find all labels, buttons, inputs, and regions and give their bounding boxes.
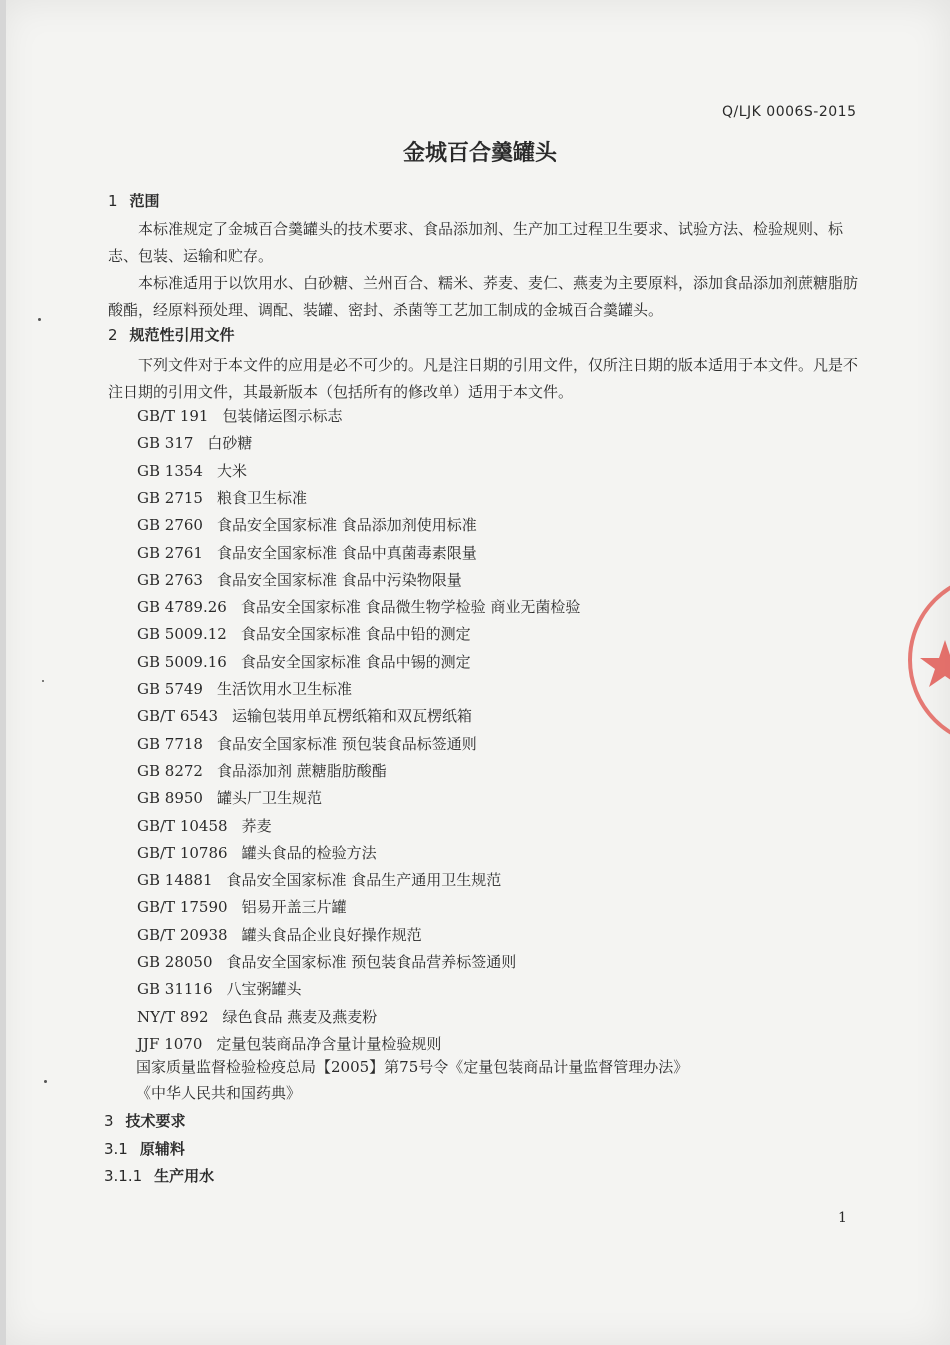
section-title: 规范性引用文件 [129, 326, 235, 344]
reference-title: 食品安全国家标准 食品微生物学检验 商业无菌检验 [240, 598, 581, 617]
scan-speck [38, 318, 41, 321]
scan-speck [42, 680, 44, 682]
reference-title: 罐头食品企业良好操作规范 [241, 925, 422, 944]
reference-item [137, 514, 477, 535]
reference-item [137, 651, 471, 672]
reference-code: GB/T 20938 [137, 925, 228, 944]
section-2-heading [108, 324, 235, 345]
reference-title: 绿色食品 燕麦及燕麦粉 [222, 1007, 378, 1026]
reference-item [137, 678, 352, 699]
section-number: 3 [104, 1112, 114, 1130]
reference-item [137, 924, 422, 945]
pharmacopoeia-reference: 《中华人民共和国药典》 [136, 1084, 302, 1102]
seal-star-icon [920, 640, 950, 687]
reference-code: GB 8950 [137, 789, 203, 808]
reference-title: 食品安全国家标准 预包装食品标签通则 [216, 734, 477, 753]
reference-item [137, 432, 252, 453]
reference-item [137, 1033, 441, 1054]
reference-title: 包装储运图示标志 [222, 407, 343, 425]
reference-title: 食品安全国家标准 预包装食品营养标签通则 [226, 953, 517, 971]
reference-code: NY/T 892 [137, 1007, 209, 1026]
reference-item [137, 869, 501, 890]
section-title: 原辅料 [139, 1140, 185, 1158]
reference-item [137, 951, 516, 972]
reference-code: GB/T 191 [137, 407, 209, 425]
reference-code: GB/T 6543 [137, 707, 219, 726]
reference-code: GB 317 [137, 434, 194, 453]
reference-item [137, 733, 477, 754]
section-title: 范围 [129, 192, 160, 210]
document-title: 金城百合羹罐头 [402, 141, 557, 166]
section-number: 1 [108, 192, 118, 210]
reference-code: GB 31116 [137, 980, 213, 999]
section-3-1-1-heading [104, 1165, 214, 1186]
section-3-heading [104, 1110, 186, 1131]
reference-item [137, 978, 302, 999]
reference-title: 荞麦 [241, 816, 272, 835]
scope-paragraph-2: 本标准适用于以饮用水、白砂糖、兰州百合、糯米、荞麦、麦仁、燕麦为主要原料，添加食品添加剂蔗糖脂肪酸酯，经原料预处理、调配、装罐、密封、杀菌等工艺加工制成的金城百合羹罐头。 [108, 274, 859, 319]
section-number: 2 [108, 326, 118, 344]
reference-title: 罐头食品的检验方法 [241, 843, 377, 862]
reference-title: 食品安全国家标准 食品中污染物限量 [216, 570, 462, 589]
reference-title: 食品安全国家标准 食品添加剂使用标准 [216, 516, 477, 535]
reference-code: GB/T 10458 [137, 816, 228, 835]
reference-code: GB 5009.16 [137, 652, 227, 671]
reference-code: GB 7718 [137, 734, 203, 753]
references-intro: 下列文件对于本文件的应用是必不可少的。凡是注日期的引用文件，仅所注日期的版本适用于本文件。凡是不注日期的引用文件，其最新版本（包括所有的修改单）适用于本文件。 [108, 356, 859, 401]
reference-item [137, 405, 342, 426]
page-number: 1 [838, 1210, 847, 1226]
reference-item [137, 569, 462, 590]
section-title: 技术要求 [125, 1112, 186, 1130]
document-code: Q/LJK 0006S-2015 [722, 104, 857, 120]
reference-code: JJF 1070 [137, 1034, 203, 1053]
reference-title: 运输包装用单瓦楞纸箱和双瓦楞纸箱 [232, 707, 473, 726]
reference-item [137, 787, 322, 808]
reference-title: 食品安全国家标准 食品生产通用卫生规范 [226, 871, 502, 890]
reference-title: 铝易开盖三片罐 [241, 898, 347, 917]
section-number: 3.1.1 [104, 1167, 143, 1185]
reference-code: GB 28050 [137, 953, 213, 971]
reference-code: GB 2763 [137, 570, 203, 589]
reference-title: 食品安全国家标准 食品中锡的测定 [240, 652, 471, 671]
reference-title: 白砂糖 [207, 434, 253, 453]
reference-code: GB 2760 [137, 516, 203, 535]
scan-speck [44, 1080, 47, 1083]
reference-title: 食品添加剂 蔗糖脂肪酸酯 [216, 761, 387, 780]
reference-title: 定量包装商品净含量计量检验规则 [216, 1034, 442, 1053]
reference-code: GB 4789.26 [137, 598, 227, 617]
section-1-heading [108, 190, 160, 211]
reference-code: GB 2761 [137, 543, 203, 562]
reference-item [137, 487, 307, 508]
scope-paragraph-1: 本标准规定了金城百合羹罐头的技术要求、食品添加剂、生产加工过程卫生要求、试验方法、检验规则、标志、包装、运输和贮存。 [108, 220, 844, 265]
reference-item [137, 705, 472, 726]
reference-item [137, 815, 272, 836]
reference-code: GB/T 17590 [137, 898, 228, 917]
reference-code: GB 5009.12 [137, 625, 227, 644]
reference-item [137, 842, 377, 863]
reference-item [137, 760, 387, 781]
reference-title: 生活饮用水卫生标准 [216, 680, 352, 698]
reference-title: 食品安全国家标准 食品中铅的测定 [240, 625, 471, 644]
decree-reference: 国家质量监督检验检疫总局【2005】第75号令《定量包装商品计量监督管理办法》 [136, 1058, 689, 1076]
reference-code: GB 1354 [137, 461, 203, 480]
reference-title: 粮食卫生标准 [216, 488, 307, 507]
reference-code: GB/T 10786 [137, 843, 228, 862]
reference-item [137, 596, 580, 617]
reference-title: 食品安全国家标准 食品中真菌毒素限量 [216, 543, 477, 562]
reference-item [137, 542, 477, 563]
section-title: 生产用水 [154, 1167, 215, 1185]
section-number: 3.1 [104, 1140, 128, 1158]
reference-code: GB 14881 [137, 871, 213, 890]
reference-code: GB 5749 [137, 680, 203, 698]
reference-item [137, 1006, 377, 1027]
reference-item [137, 896, 347, 917]
reference-item [137, 460, 247, 481]
reference-item [137, 623, 471, 644]
reference-title: 罐头厂卫生规范 [216, 789, 322, 808]
reference-title: 大米 [216, 461, 247, 480]
reference-title: 八宝粥罐头 [226, 980, 302, 999]
section-3-1-heading [104, 1138, 185, 1159]
reference-code: GB 8272 [137, 761, 203, 780]
page-edge [0, 0, 6, 1345]
red-seal-stamp [905, 545, 950, 775]
reference-code: GB 2715 [137, 488, 203, 507]
